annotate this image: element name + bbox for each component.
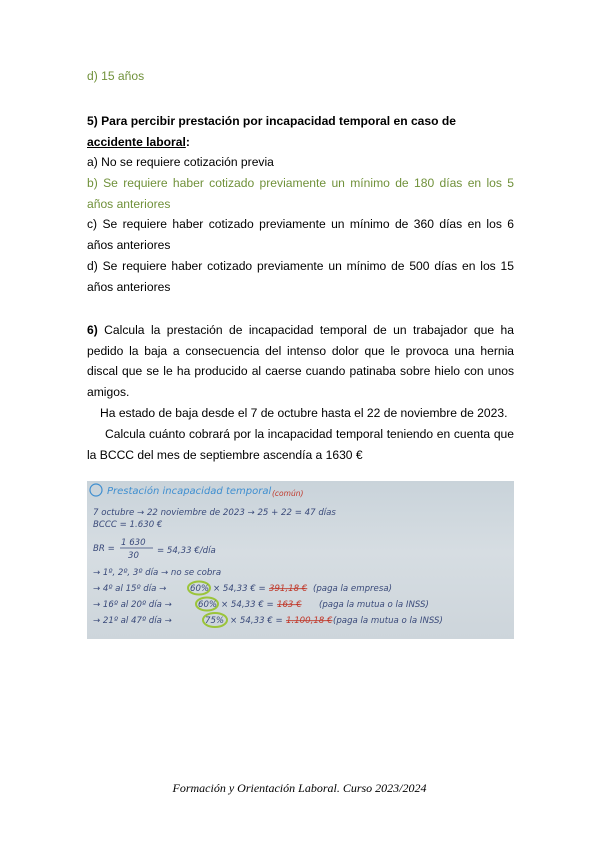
- photo-br-numerator: 1 630: [121, 538, 146, 548]
- page-footer: Formación y Orientación Laboral. Curso 2023/2024: [172, 781, 427, 795]
- question-5-heading: [87, 111, 514, 152]
- photo-line-16-20-calc: × 54,33 € =: [221, 600, 274, 610]
- photo-line-br-result: = 54,33 €/día: [157, 546, 216, 556]
- question-6-number: 6): [87, 323, 98, 337]
- photo-line-21-47-calc: × 54,33 € =: [230, 616, 283, 626]
- question-6-text: [87, 320, 514, 402]
- option-d-15-years: d) 15 años: [87, 69, 145, 83]
- question-5-option-c: c) Se requiere haber cotizado previamente un mínimo de 360 días en los 6 años anteriores: [87, 217, 514, 252]
- photo-tag: (común): [272, 489, 304, 498]
- photo-line-bccc: BCCC = 1.630 €: [93, 520, 163, 530]
- photo-line-4-15-calc: × 54,33 € =: [213, 584, 266, 594]
- question-5-suffix: :: [185, 134, 190, 149]
- question-5-option-b: b) Se requiere haber cotizado previamente un mínimo de 180 días en los 5 años anteriores: [87, 176, 514, 211]
- question-6-body: Calcula la prestación de incapacidad temporal de un trabajador que ha pedido la baja a consecuencia del intenso dolor que le provoca una hernia discal que se le ha producido al caerse cuando patinaba sobre hielo con unos amigos.: [87, 323, 514, 399]
- photo-br-denominator: 30: [128, 551, 139, 561]
- question-5-underlined: accidente laboral: [87, 134, 186, 149]
- photo-line-21-47-percent: 75%: [205, 616, 225, 626]
- handwritten-solution-photo: [87, 481, 514, 639]
- photo-line-16-20-label: → 16º al 20º día →: [93, 600, 172, 610]
- circled-number-mark: [90, 484, 102, 496]
- question-6-paragraph-3: Calcula cuánto cobrará por la incapacidad temporal teniendo en cuenta que la BCCC del mes de septiembre ascendía a 1630 €: [87, 427, 514, 462]
- photo-line-16-20-note: (paga la mutua o la INSS): [319, 600, 429, 610]
- question-6-paragraph-2: Ha estado de baja desde el 7 de octubre hasta el 22 de noviembre de 2023.: [100, 406, 508, 420]
- photo-line-21-47-sum: 1.100,18 €: [286, 616, 333, 626]
- photo-line-4-15-label: → 4º al 15º día →: [93, 584, 167, 594]
- handwritten-notes: [87, 481, 514, 639]
- photo-line-16-20-percent: 60%: [198, 600, 218, 610]
- photo-line-21-47-label: → 21º al 47º día →: [93, 616, 172, 626]
- question-5-option-a: a) No se requiere cotización previa: [87, 155, 274, 169]
- photo-line-4-15-note: (paga la empresa): [313, 584, 392, 594]
- photo-line-dates: 7 octubre → 22 noviembre de 2023 → 25 + 22 = 47 días: [93, 508, 336, 518]
- question-5-option-d: d) Se requiere haber cotizado previamente un mínimo de 500 días en los 15 años anteriores: [87, 259, 514, 294]
- photo-line-21-47-note: (paga la mutua o la INSS): [333, 616, 443, 626]
- photo-line-br-label: BR =: [93, 544, 115, 554]
- photo-line-16-20-sum: 163 €: [277, 600, 302, 610]
- question-5-prefix: 5) Para percibir prestación por incapacidad temporal en caso de: [87, 114, 456, 128]
- photo-line-days-1-3: → 1º, 2º, 3º día → no se cobra: [93, 568, 222, 578]
- photo-line-4-15-sum: 391,18 €: [269, 584, 308, 594]
- photo-line-4-15-percent: 60%: [190, 584, 210, 594]
- photo-title: Prestación incapacidad temporal: [107, 486, 272, 497]
